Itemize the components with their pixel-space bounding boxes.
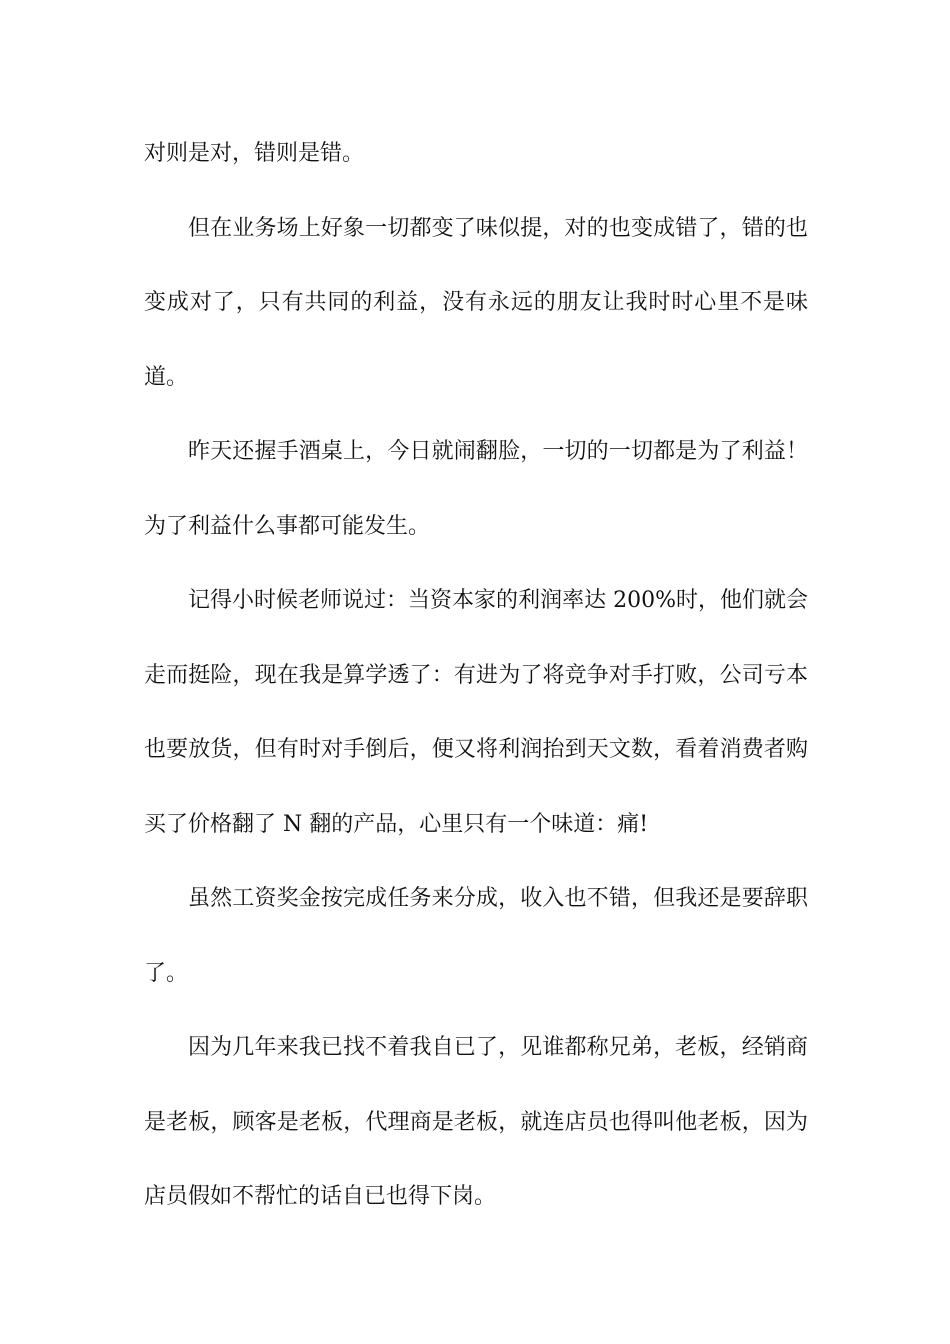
paragraph: 虽然工资奖金按完成任务来分成，收入也不错，但我还是要辞职了。 — [144, 886, 808, 986]
paragraph: 对则是对，错则是错。 — [144, 141, 365, 166]
paragraph: 但在业务场上好象一切都变了味似提，对的也变成错了，错的也变成对了，只有共同的利益，没有永远的朋友让我时时心里不是味道。 — [144, 215, 808, 390]
paragraph: 因为几年来我已找不着我自已了，见谁都称兄弟，老板，经销商是老板，顾客是老板，代理商是老板，就连店员也得叫他老板，因为店员假如不帮忙的话自已也得下岗。 — [144, 1035, 808, 1209]
paragraph: 昨天还握手酒桌上，今日就闹翻脸，一切的一切都是为了利益！为了利益什么事都可能发生。 — [144, 439, 808, 539]
body-text — [144, 117, 808, 1235]
paragraph: 记得小时候老师说过：当资本家的利润率达 200%时，他们就会走而挺险，现在我是算学透了：有进为了将竞争对手打败，公司亏本也要放货，但有时对手倒后，便又将利润抬到天文数，看着消费者购买了价格翻了 N 翻的产品，心里只有一个味道：痛! — [144, 588, 808, 837]
